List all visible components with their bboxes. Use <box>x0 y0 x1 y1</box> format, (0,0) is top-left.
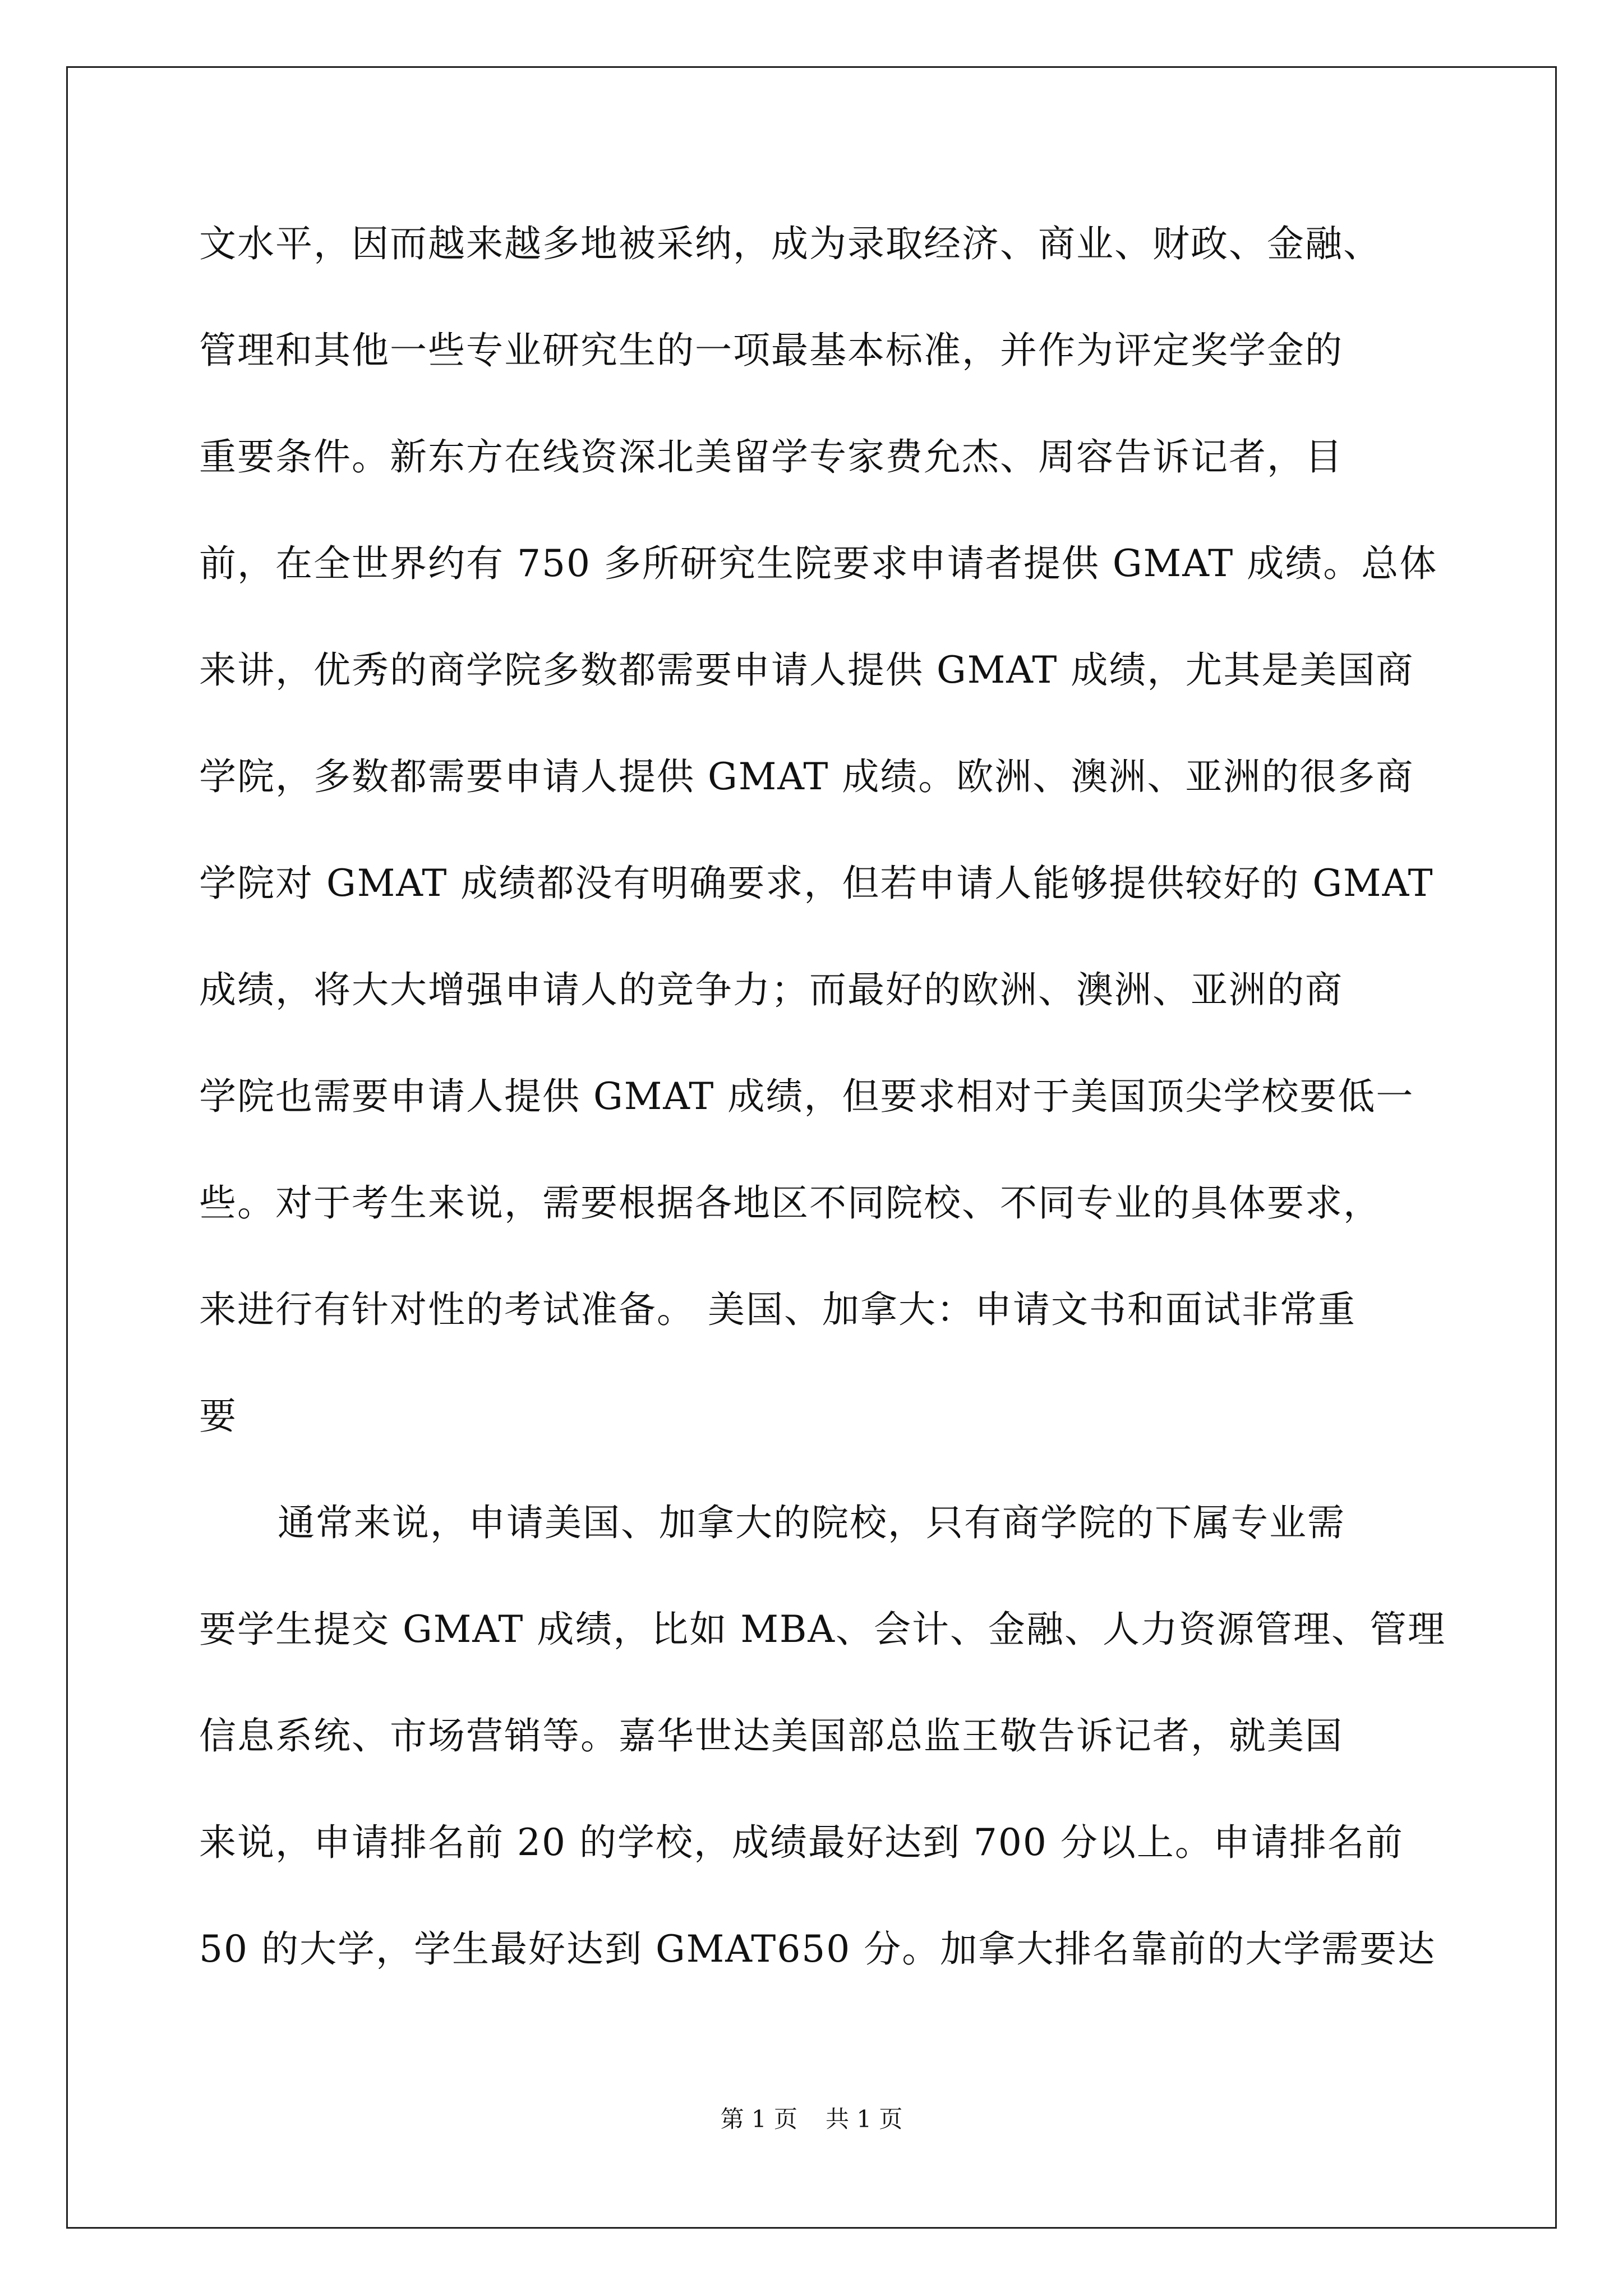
text-line: 管理和其他一些专业研究生的一项最基本标准，并作为评定奖学金的 <box>199 329 1343 372</box>
text-line: 前，在全世界约有 750 多所研究生院要求申请者提供 GMAT 成绩。总体 <box>199 542 1438 585</box>
text-line: 学院，多数都需要申请人提供 GMAT 成绩。欧洲、澳洲、亚洲的很多商 <box>199 755 1414 798</box>
text-line: 学院对 GMAT 成绩都没有明确要求，但若申请人能够提供较好的 GMAT <box>199 862 1434 905</box>
text-line: 来说，申请排名前 20 的学校，成绩最好达到 700 分以上。申请排名前 <box>199 1821 1404 1864</box>
page-footer <box>0 2101 1623 2134</box>
text-line: 来讲，优秀的商学院多数都需要申请人提供 GMAT 成绩，尤其是美国商 <box>199 648 1414 692</box>
text-line: 要 <box>199 1395 237 1438</box>
text-line: 些。对于考生来说，需要根据各地区不同院校、不同专业的具体要求， <box>199 1181 1381 1225</box>
text-line: 学院也需要申请人提供 GMAT 成绩，但要求相对于美国顶尖学校要低一 <box>199 1075 1414 1118</box>
text-line: 成绩，将大大增强申请人的竞争力；而最好的欧洲、澳洲、亚洲的商 <box>199 968 1343 1011</box>
document-body <box>199 191 1478 2003</box>
page-current: 第 1 页 <box>720 2105 797 2133</box>
paragraph-first-line: 通常来说，申请美国、加拿大的院校，只有商学院的下属专业需 <box>278 1501 1345 1544</box>
text-line: 文水平，因而越来越多地被采纳，成为录取经济、商业、财政、金融、 <box>199 222 1381 265</box>
text-line: 要学生提交 GMAT 成绩，比如 MBA、会计、金融、人力资源管理、管理 <box>199 1608 1446 1651</box>
page-total: 共 1 页 <box>826 2105 903 2133</box>
text-line: 50 的大学，学生最好达到 GMAT650 分。加拿大排名靠前的大学需要达 <box>199 1927 1436 1971</box>
text-line: 重要条件。新东方在线资深北美留学专家费允杰、周容告诉记者，目 <box>199 435 1343 478</box>
text-line: 信息系统、市场营销等。嘉华世达美国部总监王敬告诉记者，就美国 <box>199 1714 1343 1757</box>
text-line: 来进行有针对性的考试准备。 美国、加拿大：申请文书和面试非常重 <box>199 1288 1356 1331</box>
